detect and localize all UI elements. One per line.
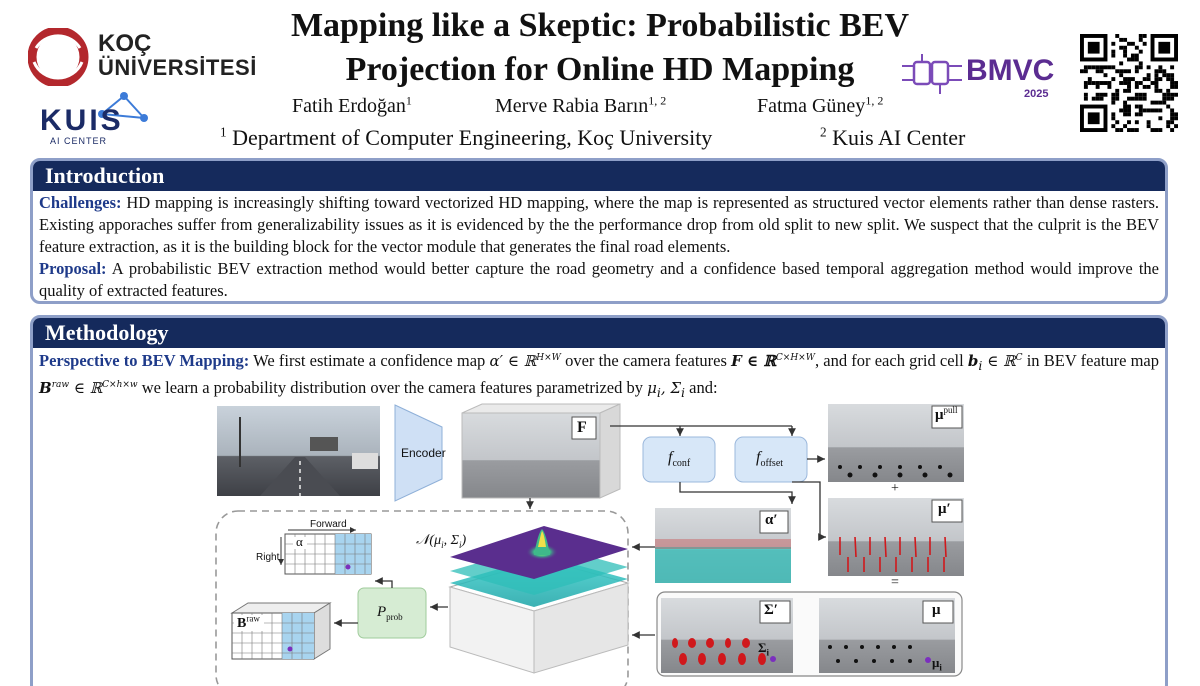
math-sigma-sub: i: [681, 385, 686, 400]
author-2-affil: 1, 2: [648, 93, 667, 108]
math-b-in: ∈ ℝ: [982, 352, 1016, 370]
affiliation-2-num: 2: [820, 124, 827, 140]
koc-emblem-icon: [28, 28, 90, 86]
normal-distribution-label: [416, 533, 466, 550]
sigma-i-base: Σ: [758, 640, 767, 655]
poster-title-line2: Projection for Online HD Mapping: [345, 51, 855, 88]
poster-title-line1: Mapping like a Skeptic: Probabilistic BEV: [290, 7, 910, 44]
koc-logo-line1: KOÇ: [98, 30, 152, 57]
author-3: [757, 95, 883, 118]
math-b-base: b: [967, 352, 979, 370]
normal-c: ): [461, 533, 467, 548]
author-2: [495, 95, 666, 118]
bmvc-circuit-icon: [900, 52, 964, 96]
normal-sub-1: i: [441, 539, 444, 550]
feature-F-label: F: [577, 419, 587, 436]
author-list: [0, 95, 1200, 121]
math-b-dim: C: [1015, 353, 1023, 363]
math-alpha-prime-base: α′ ∈ ℝ: [489, 352, 537, 370]
math-B-raw: [39, 379, 138, 397]
mu-pull-label: [935, 407, 958, 424]
p2b-text-5: we learn a probability distribution over the camera features parametrized by: [141, 378, 643, 397]
p2b-text-6: and:: [689, 378, 718, 397]
normal-a: 𝒩(μ: [416, 533, 442, 548]
p-prob-sub: prob: [386, 612, 403, 622]
f-conf-label: [668, 449, 690, 469]
author-1-affil: 1: [405, 93, 412, 108]
affiliation-1: [220, 125, 712, 151]
sigma-i-label: [758, 640, 769, 658]
math-B-raw-sup: raw: [51, 380, 70, 390]
math-b-i: [967, 352, 1023, 373]
affiliation-list: [0, 125, 1200, 155]
kuis-logo-subtext: AI CENTER: [50, 136, 108, 146]
kuis-logo-text: KUIS: [40, 104, 124, 137]
math-mu-sub: i: [656, 385, 661, 400]
mu-i-base: μ: [932, 655, 940, 670]
methodology-heading: Methodology: [33, 318, 1165, 348]
math-sigma: , Σ: [660, 379, 682, 397]
math-F-base: F ∈ ℝ: [731, 352, 776, 370]
p2b-label: Perspective to BEV Mapping:: [39, 351, 250, 370]
alpha-prime-label: α′: [765, 512, 778, 528]
affiliation-2: [820, 125, 965, 151]
author-2-name: Merve Rabia Barın: [495, 95, 649, 117]
p-prob-base: P: [377, 604, 387, 620]
p2b-paragraph: [39, 350, 1159, 404]
b-raw-label: [237, 613, 260, 632]
challenges-paragraph: [39, 192, 1159, 258]
equals-sign: =: [891, 575, 899, 590]
proposal-text: A probabilistic BEV extraction method would better capture the road geometry and a confidence based temporal aggregation method would improve the quality of extracted features.: [39, 259, 1159, 300]
bmvc-logo-text: BMVC: [966, 54, 1055, 87]
p2b-text-4: in BEV feature map: [1026, 351, 1160, 370]
method-diagram: [180, 397, 990, 686]
challenges-label: Challenges:: [39, 193, 122, 212]
gaussian-layer-stack: [450, 526, 628, 673]
math-F-dim: C×H×W: [775, 353, 815, 363]
affiliation-2-text: Kuis AI Center: [832, 125, 966, 150]
p-prob-label: [377, 604, 403, 622]
normal-b: , Σ: [443, 533, 459, 548]
math-B-in: ∈ ℝ: [69, 379, 103, 397]
koc-university-logo: [28, 28, 268, 88]
math-mu: μ: [647, 379, 657, 397]
introduction-heading: Introduction: [33, 161, 1165, 191]
mu-pull-sup: pull: [943, 405, 958, 415]
encoder-label: Encoder: [401, 446, 446, 460]
b-raw-sup: raw: [246, 613, 260, 624]
plus-sign: +: [891, 481, 899, 496]
right-axis-label: Right: [256, 552, 280, 563]
math-alpha-prime: [489, 352, 560, 370]
mu-prime-label: μ′: [938, 501, 951, 517]
koc-logo-line2: ÜNİVERSİTESİ: [98, 55, 257, 80]
affiliation-1-text: Department of Computer Engineering, Koç University: [232, 125, 713, 150]
alpha-grid: [281, 530, 371, 574]
math-B-base: B: [39, 379, 52, 397]
math-mu-sigma: [647, 379, 686, 400]
f-conf-sub: conf: [672, 458, 691, 470]
b-raw-base: B: [237, 616, 247, 631]
proposal-label: Proposal:: [39, 259, 107, 278]
input-camera-image: [217, 406, 380, 496]
mu-label: μ: [932, 602, 941, 618]
affiliation-1-num: 1: [220, 124, 227, 140]
mu-i-label: [932, 655, 942, 673]
author-1: [292, 95, 412, 118]
p2b-text-2: over the camera features: [565, 351, 727, 370]
normal-sub-2: i: [458, 539, 462, 550]
challenges-text: HD mapping is increasingly shifting toward vectorized HD mapping, where the map is represented as structured vector elements rather than dense rasters. Existing apporaches suffer from generalizability issues as it is evidenced by the the performance drop from old split to new split. We suspect that the culprit is the BEV feature extraction, as it is the building block for the vector module that generates the final road elements.: [39, 193, 1159, 256]
p2b-text-1: We first estimate a confidence map: [253, 351, 486, 370]
f-conf-base: f: [668, 449, 673, 466]
p2b-text-3: , and for each grid cell: [814, 351, 964, 370]
author-3-name: Fatma Güney: [757, 95, 866, 117]
author-3-affil: 1, 2: [865, 93, 884, 108]
introduction-panel: [30, 158, 1168, 304]
introduction-body: [33, 191, 1165, 302]
bmvc-logo-year: 2025: [1024, 88, 1049, 100]
math-F: [731, 352, 815, 370]
author-1-name: Fatih Erdoğan: [292, 95, 406, 117]
forward-axis-label: Forward: [310, 519, 347, 530]
mu-i-sub: i: [939, 662, 942, 673]
math-B-dim: C×h×w: [102, 380, 138, 390]
sigma-prime-label: Σ′: [764, 602, 779, 618]
sigma-i-sub: i: [766, 647, 770, 658]
proposal-paragraph: [39, 258, 1159, 302]
mu-pull-base: μ: [935, 407, 944, 423]
f-offset-label: [756, 449, 783, 469]
f-offset-sub: offset: [760, 458, 784, 470]
f-offset-base: f: [756, 449, 761, 466]
math-b-sub: i: [978, 358, 983, 373]
math-alpha-prime-dim: H×W: [536, 353, 561, 363]
methodology-body: [33, 348, 1165, 404]
alpha-grid-label: α: [296, 534, 303, 549]
